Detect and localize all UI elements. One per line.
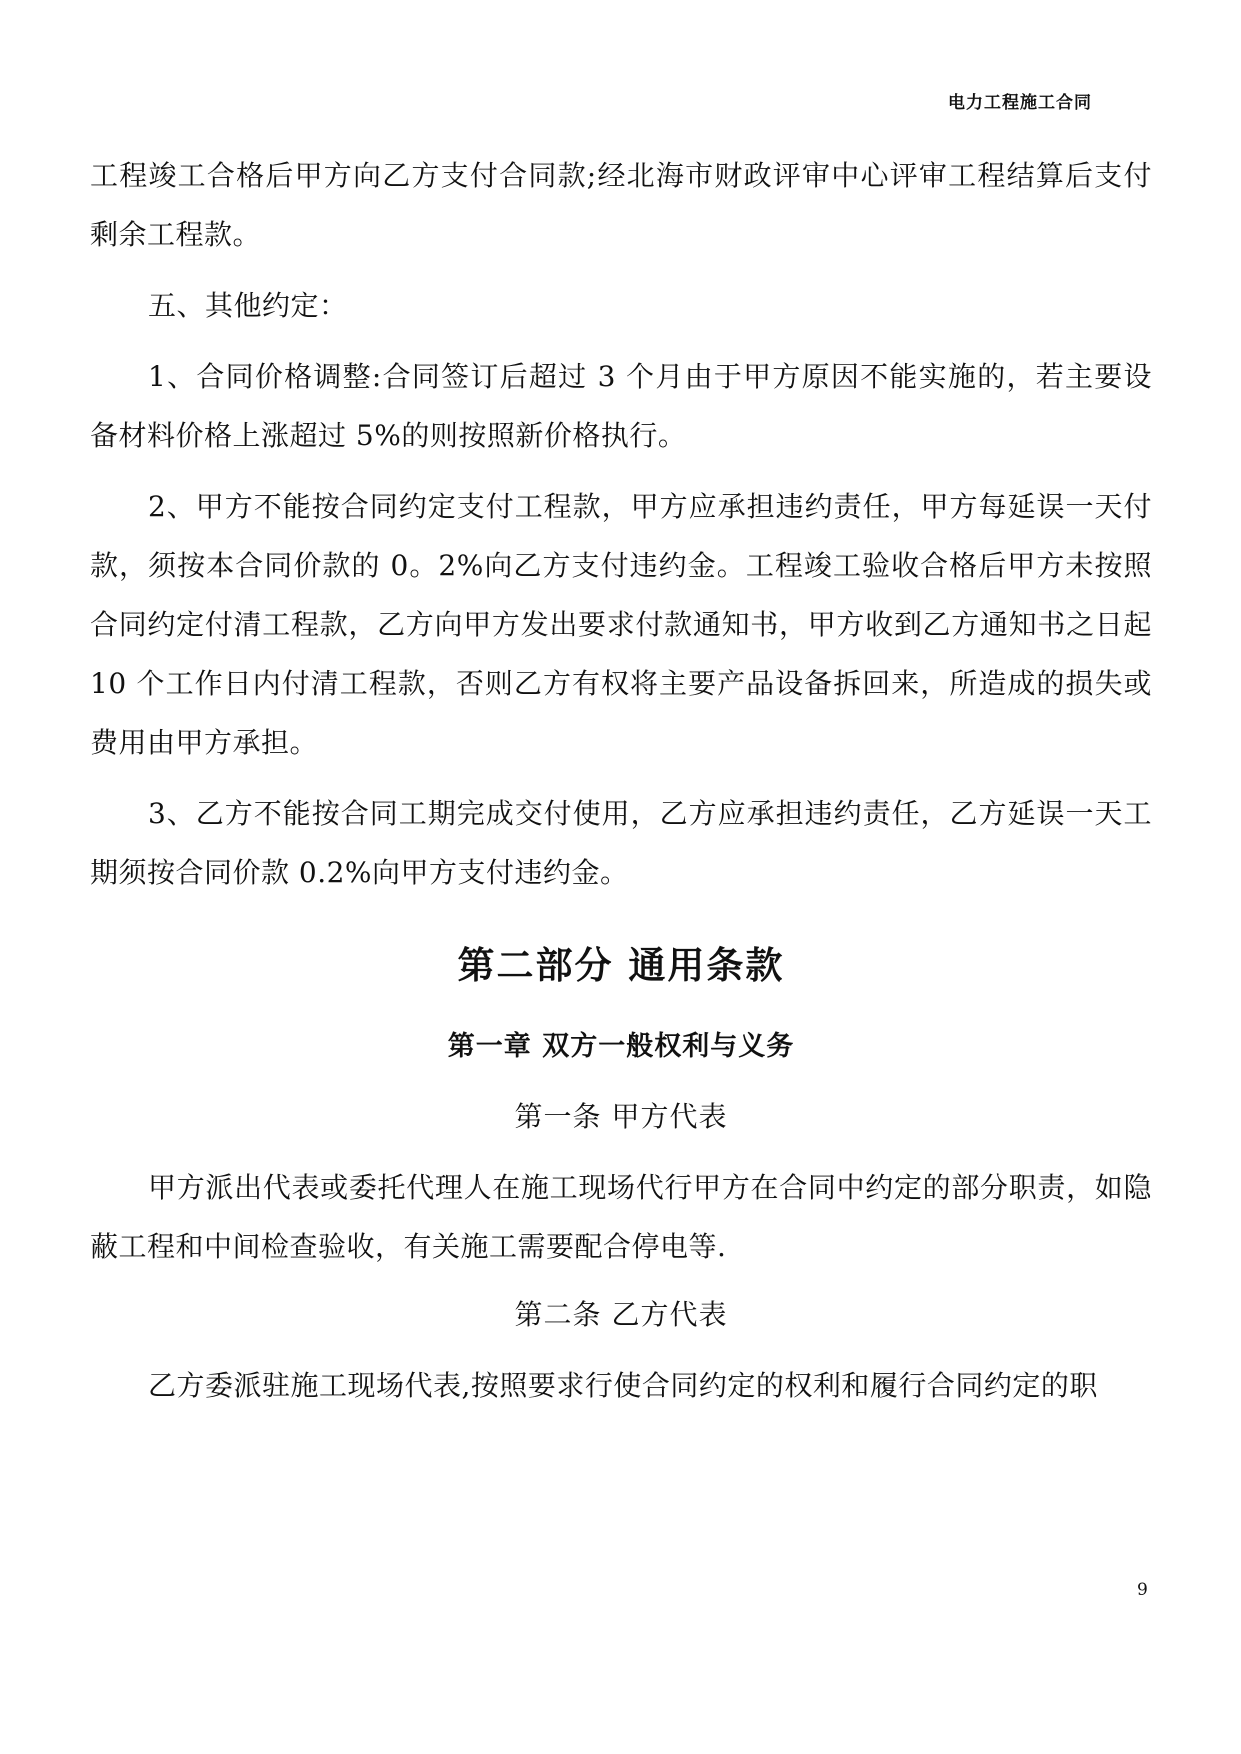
- article-title-2: 第二条 乙方代表: [514, 1298, 728, 1331]
- clause-party-b-liability: 3、乙方不能按合同工期完成交付使用，乙方应承担违约责任，乙方延误一天工期须按合同价款 0.2%向甲方支付违约金。: [90, 797, 1152, 889]
- document-body: [90, 146, 1152, 1427]
- part-title: 第二部分 通用条款: [457, 944, 785, 987]
- article-text-2: 乙方委派驻施工现场代表,按照要求行使合同约定的权利和履行合同约定的职: [148, 1369, 1098, 1402]
- article-text-1: 甲方派出代表或委托代理人在施工现场代行甲方在合同中约定的部分职责，如隐蔽工程和中间检查验收，有关施工需要配合停电等.: [90, 1171, 1152, 1263]
- clause-party-a-liability: 2、甲方不能按合同约定支付工程款，甲方应承担违约责任，甲方每延误一天付款，须按本合同价款的 0。2%向乙方支付违约金。工程竣工验收合格后甲方未按照合同约定付清工程款，乙方向甲方发出要求付款通知书，甲方收到乙方通知书之日起 10 个工作日内付清工程款，否则乙方有权将主要产品设备拆回来，所造成的损失或费用由甲方承担。: [90, 490, 1152, 759]
- article-title-1: 第一条 甲方代表: [514, 1100, 728, 1133]
- chapter-title: 第一章 双方一般权利与义务: [447, 1031, 795, 1062]
- paragraph-payment: 工程竣工合格后甲方向乙方支付合同款;经北海市财政评审中心评审工程结算后支付剩余工程款。: [90, 159, 1152, 251]
- clause-price-adjustment: 1、合同价格调整:合同签订后超过 3 个月由于甲方原因不能实施的，若主要设备材料价格上涨超过 5%的则按照新价格执行。: [90, 360, 1152, 452]
- page-number: 9: [1137, 1580, 1148, 1600]
- running-header: 电力工程施工合同: [948, 93, 1092, 113]
- section-other-agreements: 五、其他约定：: [148, 289, 348, 322]
